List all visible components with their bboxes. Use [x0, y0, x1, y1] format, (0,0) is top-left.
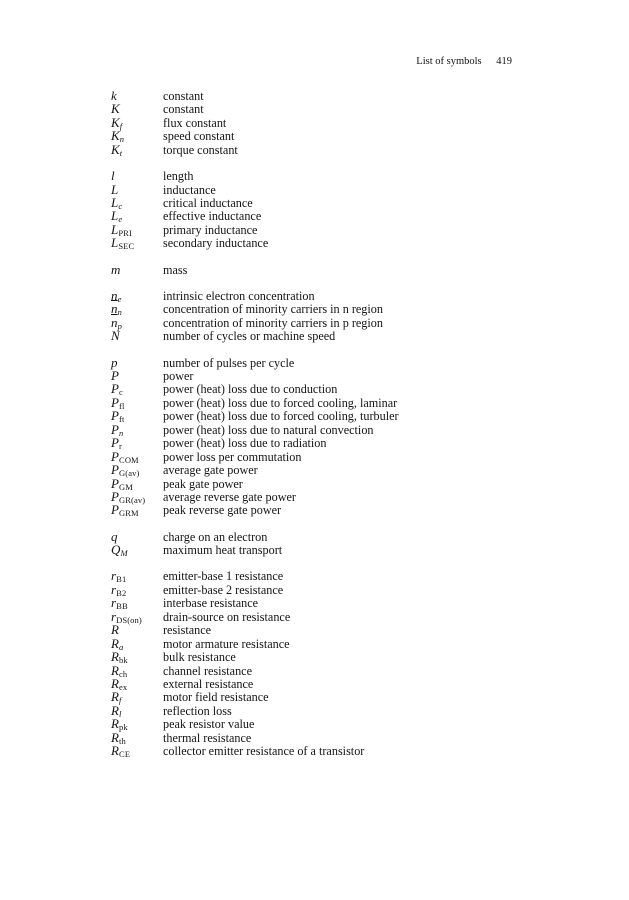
symbol-description: number of cycles or machine speed	[163, 329, 336, 344]
symbol-subscript: DS(on)	[116, 614, 142, 625]
page-number: 419	[496, 56, 512, 67]
symbol-group	[111, 530, 531, 557]
symbol-base: L	[111, 181, 119, 197]
symbol	[111, 329, 163, 342]
symbol-base: m	[111, 261, 121, 277]
symbol-subscript: G(av)	[119, 468, 140, 479]
symbol-subscript: f	[119, 120, 123, 131]
symbol-row	[111, 102, 531, 115]
symbol	[111, 731, 163, 744]
symbol	[111, 408, 163, 425]
symbol-row	[111, 263, 531, 276]
symbol	[111, 396, 163, 409]
symbol-base: K	[111, 114, 120, 130]
symbol-description: power	[163, 369, 194, 383]
symbol-base: L	[111, 208, 119, 224]
symbol-subscript: p	[117, 320, 122, 331]
symbol	[111, 356, 163, 369]
symbol-subscript: GRM	[119, 508, 139, 519]
symbol	[111, 716, 163, 733]
symbol	[111, 704, 163, 717]
symbol-subscript: ft	[119, 414, 125, 425]
symbol-description: external resistance	[163, 676, 254, 691]
symbol-row	[111, 369, 531, 382]
symbol	[111, 423, 163, 436]
symbol-base: Q	[111, 542, 121, 558]
symbol-subscript: c	[118, 200, 123, 211]
symbol-description: bulk resistance	[163, 650, 236, 665]
symbol-base: R	[111, 675, 120, 691]
symbol-base: r	[111, 581, 117, 597]
symbol	[111, 490, 163, 503]
symbol-row	[111, 235, 531, 252]
symbol-base: $\overline{n}$	[111, 314, 118, 330]
symbol	[111, 208, 163, 225]
symbol-base: r	[111, 595, 117, 611]
symbol-subscript: GM	[119, 481, 133, 492]
symbol-row	[111, 223, 531, 236]
symbol-row	[111, 623, 531, 636]
symbol-base: $\overline{n}$	[111, 301, 118, 317]
symbol-base: P	[111, 448, 120, 464]
symbol-subscript: pk	[119, 722, 128, 733]
symbol-row	[111, 408, 531, 425]
symbol-row	[111, 743, 531, 760]
symbol-group	[111, 289, 531, 343]
symbol-row	[111, 595, 531, 612]
symbol	[111, 542, 163, 559]
symbol-base: L	[111, 235, 119, 251]
symbol	[111, 530, 163, 543]
symbol-description: resistance	[163, 623, 212, 638]
symbol-group	[111, 89, 531, 156]
symbol-description: inductance	[163, 182, 216, 197]
symbol-row	[111, 196, 531, 209]
symbol-subscript: fl	[119, 400, 125, 411]
symbol	[111, 568, 163, 585]
symbol	[111, 116, 163, 129]
symbol-subscript: t	[119, 147, 123, 158]
symbol-row	[111, 329, 531, 342]
symbol	[111, 623, 163, 636]
symbol-subscript: l	[119, 708, 122, 719]
symbol-row	[111, 649, 531, 666]
symbol-row	[111, 677, 531, 690]
symbol	[111, 381, 163, 398]
symbol-description: torque constant	[163, 142, 238, 157]
symbol	[111, 196, 163, 209]
symbol-base: R	[111, 743, 120, 759]
symbol	[111, 664, 163, 677]
symbol-description: power (heat) loss due to radiation	[163, 436, 327, 451]
symbol-description: power loss per commutation	[163, 449, 302, 464]
symbol-base: K	[111, 128, 120, 144]
symbol-row	[111, 116, 531, 129]
symbol-group	[111, 356, 531, 517]
symbol-description: motor field resistance	[163, 690, 269, 705]
symbol-base: p	[111, 354, 118, 370]
symbol-subscript: CE	[119, 749, 131, 760]
symbol-description: thermal resistance	[163, 730, 252, 745]
symbol-description: flux constant	[163, 115, 227, 130]
symbol-base: R	[111, 729, 120, 745]
symbol-description: channel resistance	[163, 663, 252, 678]
symbol-base: P	[111, 488, 120, 504]
symbol-row	[111, 477, 531, 490]
symbol-base: K	[111, 101, 120, 117]
symbol-row	[111, 610, 531, 623]
symbol-base: K	[111, 141, 120, 157]
symbol-base: R	[111, 635, 120, 651]
symbol-description: mass	[163, 262, 188, 277]
symbol	[111, 502, 163, 519]
symbol-description: interbase resistance	[163, 596, 259, 611]
symbol-base: r	[111, 568, 117, 584]
symbol	[111, 169, 163, 182]
symbol-row	[111, 689, 531, 706]
symbol-group	[111, 568, 531, 760]
symbol-subscript: f	[119, 695, 122, 706]
symbol	[111, 649, 163, 666]
symbol-subscript: c	[119, 387, 123, 398]
symbol-subscript: n	[117, 307, 122, 318]
symbol-subscript: GR(av)	[119, 494, 146, 505]
symbol-row	[111, 89, 531, 102]
symbol-group	[111, 169, 531, 250]
symbol-description: effective inductance	[163, 209, 262, 224]
symbol-description: power (heat) loss due to forced cooling, turbuler	[163, 409, 399, 424]
symbol-base: P	[111, 368, 120, 383]
symbol-subscript: a	[119, 641, 124, 652]
symbol-base: N	[111, 328, 120, 344]
symbol-subscript: n	[119, 427, 124, 438]
symbol-base: P	[111, 435, 120, 451]
symbol	[111, 289, 163, 302]
symbol	[111, 128, 163, 145]
symbol-base: q	[111, 528, 118, 544]
symbol-base: n	[111, 287, 118, 303]
symbol	[111, 223, 163, 236]
symbol-row	[111, 183, 531, 196]
symbol-description: length	[163, 169, 194, 184]
symbol-subscript: SEC	[118, 241, 135, 252]
symbol-description: average gate power	[163, 463, 258, 478]
symbol-description: average reverse gate power	[163, 489, 296, 504]
symbol-base: L	[111, 221, 119, 237]
symbol-base: R	[111, 689, 120, 705]
symbol-description: reflection loss	[163, 703, 232, 718]
symbol	[111, 301, 163, 318]
symbol-row	[111, 423, 531, 436]
symbol-base: r	[111, 608, 117, 624]
symbol-subscript: PRI	[118, 227, 132, 238]
symbol-subscript: COM	[119, 454, 139, 465]
symbol-description: maximum heat transport	[163, 543, 283, 558]
symbol-description: intrinsic electron concentration	[163, 288, 315, 303]
symbol-base: P	[111, 381, 120, 397]
symbol-subscript: n	[119, 134, 125, 145]
symbol-row	[111, 731, 531, 744]
symbol-row	[111, 128, 531, 145]
symbol-description: peak resistor value	[163, 717, 255, 732]
symbol-base: P	[111, 421, 120, 437]
running-header	[416, 56, 512, 67]
symbol-row	[111, 450, 531, 463]
symbol	[111, 689, 163, 706]
symbol-row	[111, 301, 531, 318]
symbol-row	[111, 289, 531, 302]
symbol-row	[111, 381, 531, 398]
symbol-row	[111, 435, 531, 452]
symbol-subscript: r	[119, 441, 122, 452]
symbol	[111, 677, 163, 690]
symbol-description: concentration of minority carriers in p region	[163, 315, 383, 330]
symbol	[111, 369, 163, 382]
symbol-row	[111, 396, 531, 409]
symbol-description: power (heat) loss due to conduction	[163, 382, 338, 397]
symbol	[111, 89, 163, 102]
symbol-description: concentration of minority carriers in n region	[163, 302, 383, 317]
symbol	[111, 263, 163, 276]
symbol-row	[111, 143, 531, 156]
symbol-subscript: bk	[119, 655, 128, 666]
symbol-row	[111, 637, 531, 650]
symbol-row	[111, 490, 531, 503]
symbol	[111, 102, 163, 115]
symbol-base: R	[111, 662, 120, 678]
symbol-row	[111, 462, 531, 479]
symbol-description: number of pulses per cycle	[163, 355, 295, 370]
symbol	[111, 235, 163, 252]
symbol-subscript: M	[120, 548, 128, 559]
symbol-row	[111, 542, 531, 559]
symbol-base: R	[111, 649, 120, 665]
symbol-description: drain-source on resistance	[163, 609, 291, 624]
symbol-row	[111, 530, 531, 543]
symbol-description: emitter-base 1 resistance	[163, 569, 284, 584]
symbol-row	[111, 208, 531, 225]
symbol-list	[111, 89, 531, 770]
symbol	[111, 477, 163, 490]
symbol	[111, 435, 163, 452]
symbol-base: R	[111, 716, 120, 732]
symbol-description: collector emitter resistance of a transistor	[163, 744, 365, 759]
symbol-base: R	[111, 622, 120, 638]
symbol-base: P	[111, 475, 120, 491]
running-header-title: List of symbols	[416, 56, 482, 67]
symbol-row	[111, 568, 531, 585]
symbol	[111, 462, 163, 479]
symbol-subscript: BB	[116, 601, 128, 612]
symbol	[111, 743, 163, 760]
symbol-subscript: ch	[119, 668, 128, 679]
symbol-description: power (heat) loss due to natural convection	[163, 422, 374, 437]
symbol-subscript: e	[117, 293, 122, 304]
symbol-row	[111, 583, 531, 596]
symbol-description: speed constant	[163, 129, 235, 144]
symbol-description: emitter-base 2 resistance	[163, 582, 284, 597]
symbol-description: constant	[163, 89, 204, 103]
symbol-base: R	[111, 702, 120, 718]
symbol-base: P	[111, 394, 120, 410]
symbol	[111, 637, 163, 650]
symbol-subscript: e	[118, 214, 123, 225]
symbol-description: primary inductance	[163, 222, 258, 237]
symbol-subscript: ex	[119, 681, 128, 692]
symbol-base: P	[111, 502, 120, 518]
symbol-subscript: th	[119, 735, 126, 746]
symbol	[111, 143, 163, 156]
symbol-description: constant	[163, 102, 204, 117]
symbol-base: l	[111, 168, 115, 184]
symbol-row	[111, 664, 531, 677]
symbol-row	[111, 169, 531, 182]
symbol-base: L	[111, 194, 119, 210]
symbol-subscript: B1	[116, 574, 127, 585]
symbol-description: secondary inductance	[163, 236, 269, 251]
symbol	[111, 583, 163, 596]
symbol	[111, 183, 163, 196]
symbol-description: charge on an electron	[163, 529, 268, 544]
symbol-description: power (heat) loss due to forced cooling, laminar	[163, 395, 398, 410]
symbol-base: P	[111, 462, 120, 478]
symbol-description: motor armature resistance	[163, 636, 290, 651]
symbol-subscript: B2	[116, 587, 127, 598]
symbol	[111, 450, 163, 463]
symbol-row	[111, 502, 531, 519]
symbol-description: peak reverse gate power	[163, 503, 282, 518]
symbol-row	[111, 704, 531, 717]
symbol-base: k	[111, 88, 117, 103]
symbol-description: peak gate power	[163, 476, 243, 491]
symbol-group	[111, 263, 531, 276]
symbol	[111, 316, 163, 329]
symbol-base: P	[111, 408, 120, 424]
symbol-row	[111, 356, 531, 369]
symbol-row	[111, 716, 531, 733]
symbol	[111, 610, 163, 623]
symbol-row	[111, 316, 531, 329]
symbol-description: critical inductance	[163, 195, 253, 210]
symbol	[111, 595, 163, 612]
